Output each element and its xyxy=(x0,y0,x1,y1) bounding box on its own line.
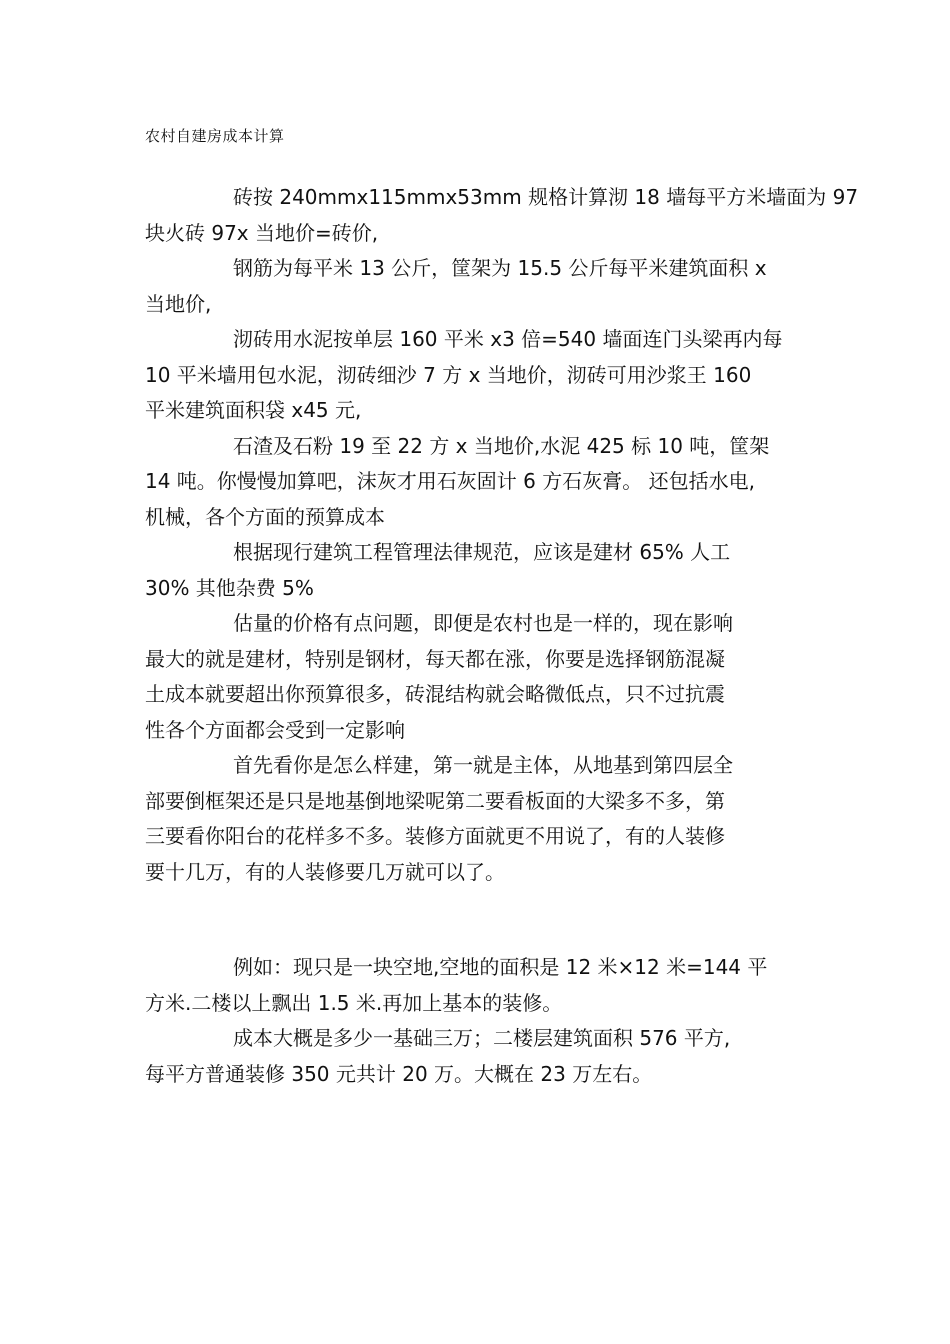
paragraph-line: 最大的就是建材，特别是钢材，每天都在涨，你要是选择钢筋混凝 xyxy=(145,646,725,671)
paragraph-gravel xyxy=(145,429,810,536)
paragraph-line: 钢筋为每平米 13 公斤，筐架为 15.5 公斤每平米建筑面积 x xyxy=(233,256,767,280)
paragraph-brick xyxy=(145,180,859,251)
document-title: 农村自建房成本计算 xyxy=(145,127,285,145)
document-body xyxy=(145,180,859,1092)
paragraph-line: 首先看你是怎么样建，第一就是主体，从地基到第四层全 xyxy=(233,753,733,777)
paragraph-line: 估量的价格有点问题，即便是农村也是一样的，现在影响 xyxy=(233,611,733,635)
paragraph-line: 根据现行建筑工程管理法律规范，应该是建材 65% 人工 xyxy=(233,540,731,564)
paragraph-line: 30% 其他杂费 5% xyxy=(145,575,314,600)
paragraph-line: 平米建筑面积袋 x45 元, xyxy=(145,398,362,422)
paragraph-line: 要十几万，有的人装修要几万就可以了。 xyxy=(145,859,505,884)
paragraph-example xyxy=(145,950,810,1021)
paragraph-line: 块火砖 97x 当地价=砖价, xyxy=(145,220,379,245)
paragraph-structure xyxy=(145,748,810,890)
paragraph-rebar xyxy=(145,251,810,322)
paragraph-line: 沏砖用水泥按单层 160 平米 x3 倍=540 墙面连门头梁再内每 xyxy=(233,327,783,351)
paragraph-line: 14 吨。你慢慢加算吧，沫灰才用石灰固计 6 方石灰膏。 还包括水电, xyxy=(145,469,755,493)
paragraph-line: 每平方普通装修 350 元共计 20 万。大概在 23 万左右。 xyxy=(145,1061,653,1086)
paragraph-line: 当地价, xyxy=(145,291,212,316)
paragraph-cost-ratio xyxy=(145,535,810,606)
paragraph-spacer xyxy=(145,890,810,950)
paragraph-line: 10 平米墙用包水泥，沏砖细沙 7 方 x 当地价，沏砖可用沙浆王 160 xyxy=(145,362,752,387)
paragraph-cement xyxy=(145,322,810,429)
paragraph-line: 成本大概是多少一基础三万；二楼层建筑面积 576 平方, xyxy=(233,1026,731,1050)
paragraph-line: 砖按 240mmx115mmx53mm 规格计算沏 18 墙每平方米墙面为 97 xyxy=(233,185,859,209)
paragraph-line: 部要倒框架还是只是地基倒地梁呢第二要看板面的大梁多不多，第 xyxy=(145,788,725,813)
paragraph-price-estimate xyxy=(145,606,810,748)
paragraph-line: 机械，各个方面的预算成本 xyxy=(145,504,385,529)
paragraph-total-cost xyxy=(145,1021,810,1092)
paragraph-line: 性各个方面都会受到一定影响 xyxy=(145,717,405,742)
paragraph-line: 方米.二楼以上飘出 1.5 米.再加上基本的装修。 xyxy=(145,990,563,1015)
paragraph-line: 土成本就要超出你预算很多，砖混结构就会略微低点，只不过抗震 xyxy=(145,682,725,706)
paragraph-line: 例如：现只是一块空地,空地的面积是 12 米×12 米=144 平 xyxy=(233,955,768,979)
paragraph-line: 石渣及石粉 19 至 22 方 x 当地价,水泥 425 标 10 吨，筐架 xyxy=(233,433,770,458)
paragraph-line: 三要看你阳台的花样多不多。装修方面就更不用说了，有的人装修 xyxy=(145,824,725,848)
